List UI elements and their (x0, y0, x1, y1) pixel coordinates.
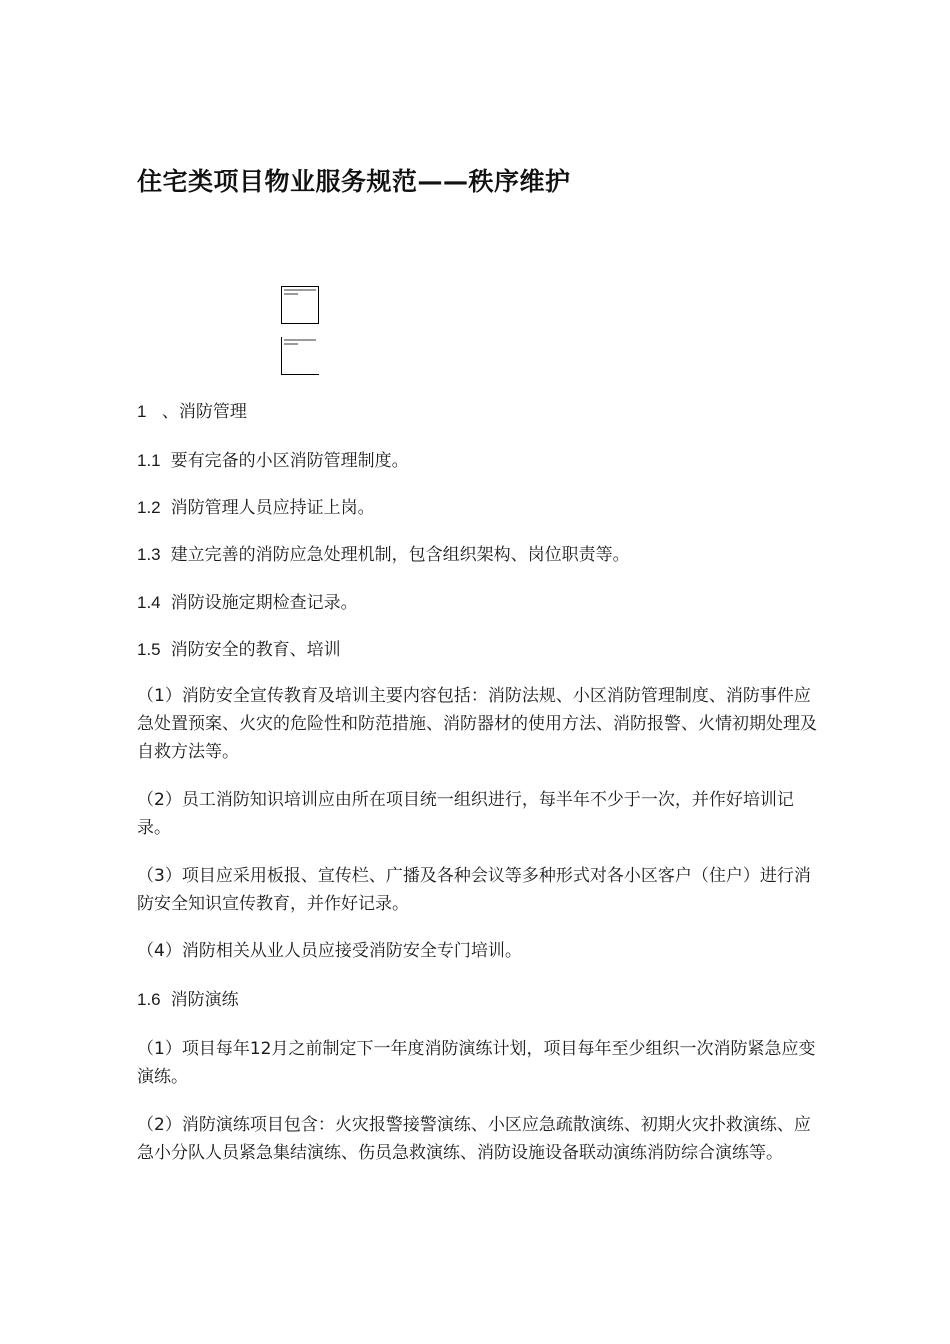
body-paragraph (137, 862, 817, 918)
image-text-line (284, 293, 298, 295)
paragraph-text: 建立完善的消防应急处理机制，包含组织架构、岗位职责等。 (170, 545, 630, 565)
paragraph-text: 消防安全的教育、培训 (170, 640, 341, 660)
list-item (137, 636, 817, 664)
image-text-line (284, 343, 298, 345)
section-heading (137, 398, 817, 426)
list-item (137, 589, 817, 617)
paragraph-number: 1.3 (137, 545, 161, 564)
paragraph-number: 1.2 (137, 498, 161, 517)
list-item (137, 494, 817, 522)
list-item (137, 541, 817, 569)
paragraph-text: 消防演练 (170, 990, 239, 1010)
paragraph-text: 、消防管理 (156, 402, 247, 422)
body-paragraph (137, 1035, 817, 1091)
paragraph-text: （1）消防安全宣传教育及培训主要内容包括：消防法规、小区消防管理制度、消防事件应急处置预案、火灾的危险性和防范措施、消防器材的使用方法、消防报警、火情初期处理及自救方法等。 (137, 686, 817, 762)
embedded-image-thumbnail (281, 337, 319, 375)
paragraph-number: 1.5 (137, 640, 161, 659)
document-title: 住宅类项目物业服务规范——秩序维护 (137, 167, 571, 196)
body-paragraph (137, 682, 817, 766)
paragraph-text: 要有完备的小区消防管理制度。 (170, 451, 409, 471)
paragraph-number: 1 (137, 402, 147, 421)
image-text-line (284, 339, 316, 341)
body-paragraph (137, 786, 817, 842)
embedded-image-thumbnail (281, 286, 319, 324)
paragraph-text: （1）项目每年12月之前制定下一年度消防演练计划，项目每年至少组织一次消防紧急应变演练。 (137, 1039, 816, 1087)
list-item (137, 986, 817, 1014)
image-text-line (284, 289, 316, 291)
list-item (137, 447, 817, 475)
paragraph-text: （2）员工消防知识培训应由所在项目统一组织进行，每半年不少于一次，并作好培训记录。 (137, 790, 794, 838)
paragraph-text: （2）消防演练项目包含：火灾报警接警演练、小区应急疏散演练、初期火灾扑救演练、应急小分队人员紧急集结演练、伤员急救演练、消防设施设备联动演练消防综合演练等。 (137, 1115, 811, 1163)
paragraph-number: 1.1 (137, 451, 161, 470)
body-paragraph (137, 937, 817, 965)
paragraph-text: 消防管理人员应持证上岗。 (170, 498, 375, 518)
paragraph-text: （4）消防相关从业人员应接受消防安全专门培训。 (137, 941, 522, 961)
paragraph-text: （3）项目应采用板报、宣传栏、广播及各种会议等多种形式对各小区客户（住户）进行消防安全知识宣传教育，并作好记录。 (137, 866, 811, 914)
paragraph-number: 1.6 (137, 990, 161, 1009)
paragraph-text: 消防设施定期检查记录。 (170, 593, 358, 613)
paragraph-number: 1.4 (137, 593, 161, 612)
body-paragraph (137, 1111, 817, 1167)
